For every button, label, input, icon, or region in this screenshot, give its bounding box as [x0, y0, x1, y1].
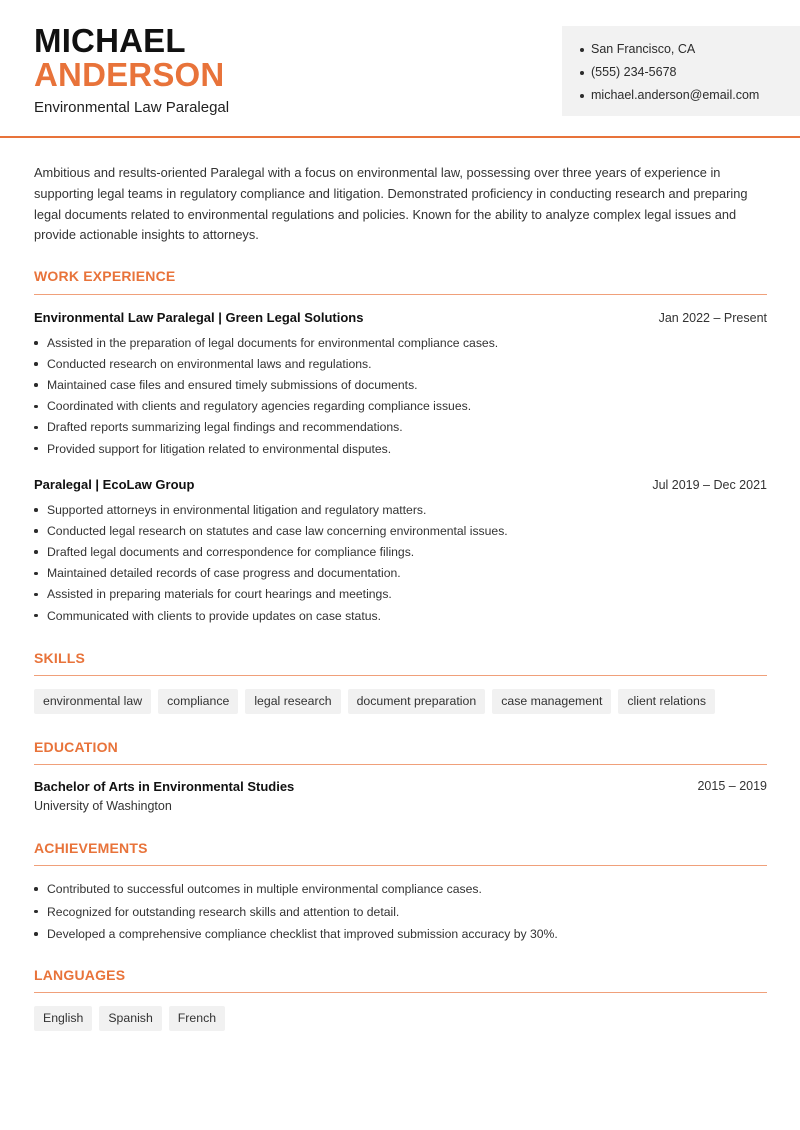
bullet-text: Conducted legal research on statutes and case law concerning environmental issues.: [47, 523, 508, 538]
bullet-icon: [34, 383, 38, 387]
contact-list: [562, 26, 800, 107]
section-divider: [34, 675, 767, 676]
bullet-text: Contributed to successful outcomes in multiple environmental compliance cases.: [47, 882, 482, 897]
skill-tag: case management: [492, 689, 611, 714]
bullet-icon: [34, 932, 38, 936]
language-tag: English: [34, 1006, 92, 1031]
skill-tag: compliance: [158, 689, 238, 714]
list-item: [34, 563, 774, 584]
list-item: [34, 923, 774, 946]
section-title-education: EDUCATION: [34, 739, 118, 755]
list-item: [34, 396, 774, 417]
bullet-text: Supported attorneys in environmental litigation and regulatory matters.: [47, 502, 427, 517]
list-item: [34, 438, 774, 459]
bullet-icon: [580, 71, 584, 75]
section-divider: [34, 992, 767, 993]
list-item: [34, 878, 774, 901]
contact-location: [580, 38, 800, 61]
section-title-achievements: ACHIEVEMENTS: [34, 840, 148, 856]
job-1-bullets: [34, 332, 774, 459]
list-item: [34, 520, 774, 541]
skill-tag: document preparation: [348, 689, 486, 714]
last-name: ANDERSON: [34, 56, 225, 93]
education-degree: Bachelor of Arts in Environmental Studies: [34, 779, 295, 794]
list-item: [34, 417, 774, 438]
achievements-list: [34, 878, 774, 946]
job-dates-1: Jan 2022 – Present: [658, 311, 767, 325]
bullet-icon: [34, 572, 38, 576]
bullet-icon: [34, 910, 38, 914]
skill-tag: environmental law: [34, 689, 151, 714]
bullet-icon: [34, 447, 38, 451]
list-item: [34, 499, 774, 520]
bullet-icon: [34, 362, 38, 366]
languages-list: [34, 1006, 225, 1031]
section-divider: [34, 294, 767, 295]
bullet-text: Assisted in preparing materials for court hearings and meetings.: [47, 587, 392, 602]
skill-tag: client relations: [618, 689, 715, 714]
bullet-icon: [34, 508, 38, 512]
job-dates-2: Jul 2019 – Dec 2021: [652, 478, 767, 492]
section-title-languages: LANGUAGES: [34, 967, 126, 983]
professional-summary: Ambitious and results-oriented Paralegal with a focus on environmental law, possessing over three years of experience in supporting legal teams in regulatory compliance and litigation. Demonstrated proficiency in conducting research and preparing legal documents related to environmental regulations and policies. Known for the ability to analyze complex legal issues and provide actionable insights to attorneys.: [34, 165, 748, 243]
section-title-skills: SKILLS: [34, 650, 85, 666]
job-title-2: Paralegal | EcoLaw Group: [34, 477, 195, 492]
resume-header: [0, 0, 800, 138]
bullet-text: Maintained case files and ensured timely submissions of documents.: [47, 377, 418, 392]
candidate-name: [34, 24, 224, 92]
bullet-text: Conducted research on environmental laws and regulations.: [47, 356, 372, 371]
contact-email: [580, 84, 800, 107]
language-tag: Spanish: [99, 1006, 161, 1031]
email-text: michael.anderson@email.com: [591, 88, 760, 102]
bullet-text: Drafted legal documents and correspondence for compliance filings.: [47, 544, 415, 559]
bullet-text: Assisted in the preparation of legal documents for environmental compliance cases.: [47, 335, 499, 350]
list-item: [34, 541, 774, 562]
bullet-icon: [34, 529, 38, 533]
education-dates: 2015 – 2019: [697, 779, 767, 793]
list-item: [34, 332, 774, 353]
language-tag: French: [169, 1006, 225, 1031]
bullet-icon: [34, 887, 38, 891]
list-item: [34, 584, 774, 605]
skills-list: [34, 689, 715, 714]
section-title-work: WORK EXPERIENCE: [34, 268, 176, 284]
job-title-1: Environmental Law Paralegal | Green Legal Solutions: [34, 310, 364, 325]
bullet-text: Maintained detailed records of case progress and documentation.: [47, 566, 401, 581]
contact-phone: [580, 61, 800, 84]
contact-box: [562, 26, 800, 116]
job-title-heading: Environmental Law Paralegal: [34, 99, 230, 116]
bullet-icon: [580, 94, 584, 98]
list-item: [34, 353, 774, 374]
bullet-icon: [34, 593, 38, 597]
bullet-text: Drafted reports summarizing legal findings and recommendations.: [47, 420, 403, 435]
list-item: [34, 374, 774, 395]
bullet-text: Communicated with clients to provide updates on case status.: [47, 608, 381, 623]
skill-tag: legal research: [245, 689, 340, 714]
bullet-text: Developed a comprehensive compliance checklist that improved submission accuracy by 30%.: [47, 927, 558, 942]
list-item: [34, 901, 774, 924]
list-item: [34, 605, 774, 626]
phone-text: (555) 234-5678: [591, 65, 677, 79]
bullet-icon: [34, 614, 38, 618]
bullet-text: Provided support for litigation related to environmental disputes.: [47, 441, 392, 456]
section-divider: [34, 865, 767, 866]
section-divider: [34, 764, 767, 765]
bullet-text: Recognized for outstanding research skills and attention to detail.: [47, 904, 400, 919]
bullet-text: Coordinated with clients and regulatory agencies regarding compliance issues.: [47, 399, 472, 414]
first-name: MICHAEL: [34, 22, 186, 59]
education-school: University of Washington: [34, 799, 172, 813]
bullet-icon: [34, 426, 38, 430]
bullet-icon: [580, 48, 584, 52]
bullet-icon: [34, 341, 38, 345]
job-2-bullets: [34, 499, 774, 626]
location-text: San Francisco, CA: [591, 42, 696, 56]
bullet-icon: [34, 550, 38, 554]
bullet-icon: [34, 405, 38, 409]
